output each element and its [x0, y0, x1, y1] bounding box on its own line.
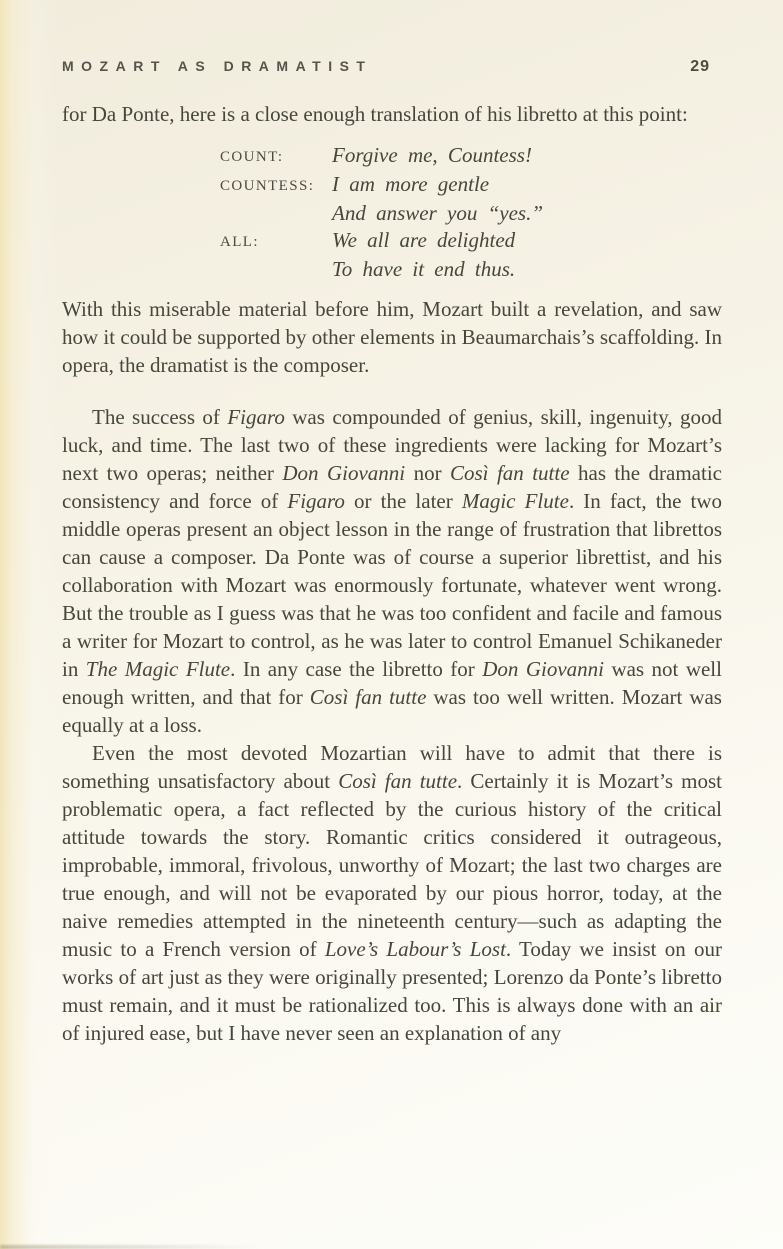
italic-segment: Magic Flute: [461, 489, 569, 513]
text-segment: . In any case the libretto for: [230, 657, 483, 681]
italic-segment: The Magic Flute: [85, 657, 231, 681]
dialogue-row: [220, 200, 722, 227]
text-segment: With this miserable material before him, Mozart built a revelation, and saw how it could be supported by other elements in Beaumarchais’s scaffolding. In opera, the dramatist is the composer.: [62, 297, 722, 377]
dialogue-row: [220, 171, 722, 200]
dialogue-speaker: [220, 256, 332, 283]
text-segment: was too well written. Mozart was equally at a loss.: [62, 685, 722, 737]
text-segment: The success of: [92, 405, 228, 429]
text-segment: was compounded of genius, skill, ingenuity, good luck, and time. The last two of these ingredients were lacking for Mozart’s next two operas; neither: [62, 405, 722, 485]
dialogue-line: We all are delighted: [332, 228, 516, 252]
text-segment: has the dramatic consistency and force of: [62, 461, 722, 513]
text-segment: . Today we insist on our works of art just as they were originally presented; Lorenzo da Ponte’s libretto must remain, and it must be rationalized too. This is always done with an air of injured ease, but I have never seen an explanation of any: [62, 937, 722, 1045]
page-bottom-edge-shadow: [0, 1245, 260, 1249]
dialogue-line: To have it end thus.: [332, 257, 516, 281]
text-segment: for Da Ponte, here is a close enough translation of his libretto at this point:: [62, 102, 688, 126]
running-head: [62, 58, 722, 76]
dialogue-line: And answer you “yes.”: [332, 201, 543, 225]
dialogue-speaker: COUNTESS:: [220, 178, 315, 194]
page-content: [62, 0, 722, 1047]
text-segment: was not well enough written, and that for: [62, 657, 722, 709]
text-segment: . Certainly it is Mozart’s most problematic opera, a fact reflected by the curious history of the critical attitude towards the story. Romantic critics considered it outrageous, improbable, immoral, frivolous, unworthy of Mozart; the last two charges are true enough, and will not be evaporated by our pious horror, today, at the naive remedies attempted in the nineteenth century—such as adapting the music to a French version of: [62, 769, 723, 961]
dialogue-speaker: COUNT:: [220, 149, 284, 165]
italic-segment: Don Giovanni: [282, 461, 406, 485]
dialogue-speaker: [220, 200, 332, 227]
text-segment: Even the most devoted Mozartian will have to admit that there is something unsatisfactory about: [62, 741, 722, 793]
text-segment: nor: [405, 461, 450, 485]
italic-segment: Love’s Labour’s Lost: [324, 937, 506, 961]
paragraph-success-of-figaro: [62, 403, 722, 739]
page-number: 29: [690, 58, 710, 75]
italic-segment: Figaro: [287, 489, 345, 513]
paragraph-miserable-material: [62, 295, 722, 379]
page-title: MOZART AS DRAMATIST: [62, 58, 373, 74]
italic-segment: Così fan tutte: [309, 685, 427, 709]
text-segment: or the later: [344, 489, 462, 513]
italic-segment: Così fan tutte: [450, 461, 570, 485]
dialogue-line: Forgive me, Countess!: [332, 143, 532, 167]
dialogue-row: [220, 256, 722, 283]
dialogue-block: [220, 142, 722, 283]
italic-segment: Don Giovanni: [482, 657, 604, 681]
dialogue-line: I am more gentle: [332, 172, 490, 196]
paragraph-devoted-mozartian: [62, 739, 722, 1047]
intro-paragraph: [62, 100, 722, 128]
dialogue-row: [220, 142, 722, 171]
dialogue-speaker: ALL:: [220, 234, 259, 250]
italic-segment: Così fan tutte: [338, 769, 458, 793]
body-paragraphs: [62, 295, 722, 1047]
italic-segment: Figaro: [227, 405, 285, 429]
dialogue-row: [220, 227, 722, 256]
text-segment: . In fact, the two middle operas present an object lesson in the range of frustration that librettos can cause a composer. Da Ponte was of course a superior librettist, and his collaboration with Mozart was enormously fortunate, whatever went wrong. But the trouble as I guess was that he was too confident and facile and famous a writer for Mozart to control, as he was later to control Emanuel Schikaneder in: [62, 489, 723, 681]
